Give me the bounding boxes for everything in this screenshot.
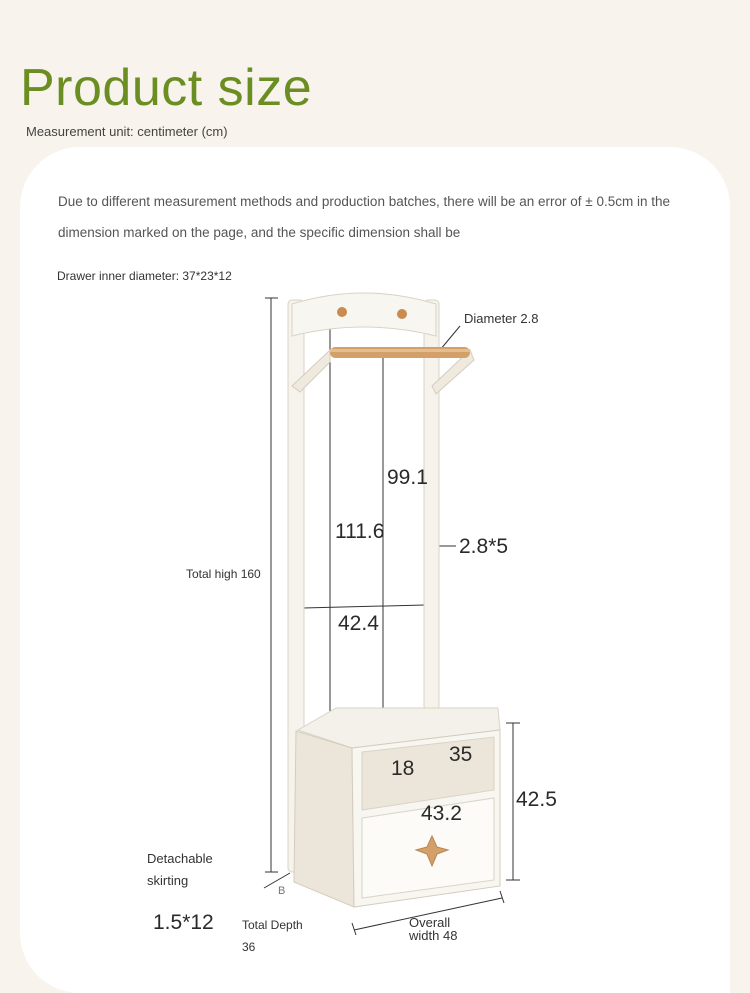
skirting-label-1: Detachable xyxy=(147,851,213,866)
overall-width-label-2: width 48 xyxy=(409,928,458,943)
rod-to-bench-label: 99.1 xyxy=(387,466,428,489)
total-depth-value: 36 xyxy=(242,940,256,954)
drawer-width-label: 43.2 xyxy=(421,802,462,825)
cabinet-height-label: 42.5 xyxy=(516,788,557,811)
inner-width-label: 42.4 xyxy=(338,612,379,635)
cubby-depth-label: 35 xyxy=(449,743,473,766)
post-size-label: 2.8*5 xyxy=(459,535,509,558)
hanging-rod xyxy=(330,347,470,358)
total-depth-label: Total Depth xyxy=(242,918,303,932)
top-to-bench-label: 111.6 xyxy=(335,520,385,543)
skirting-size-label: 1.5*12 xyxy=(153,911,214,934)
overall-width-label-1: Overall xyxy=(409,915,451,930)
note-line-2: dimension marked on the page, and the specific dimension shall be xyxy=(58,225,461,240)
skirting-label-2: skirting xyxy=(147,873,189,888)
rod-diameter-label: Diameter 2.8 xyxy=(464,311,539,326)
total-height-label: Total high 160 xyxy=(186,567,261,581)
drawer-inner-diameter: Drawer inner diameter: 37*23*12 xyxy=(57,269,232,283)
cubby-height-label: 18 xyxy=(391,757,415,780)
page-title: Product size xyxy=(20,59,313,117)
cabinet xyxy=(294,708,500,907)
small-mark: B xyxy=(278,885,286,897)
note-line-1: Due to different measurement methods and production batches, there will be an error of ± 0.5cm in the xyxy=(58,194,670,209)
measurement-unit: Measurement unit: centimeter (cm) xyxy=(26,124,228,139)
